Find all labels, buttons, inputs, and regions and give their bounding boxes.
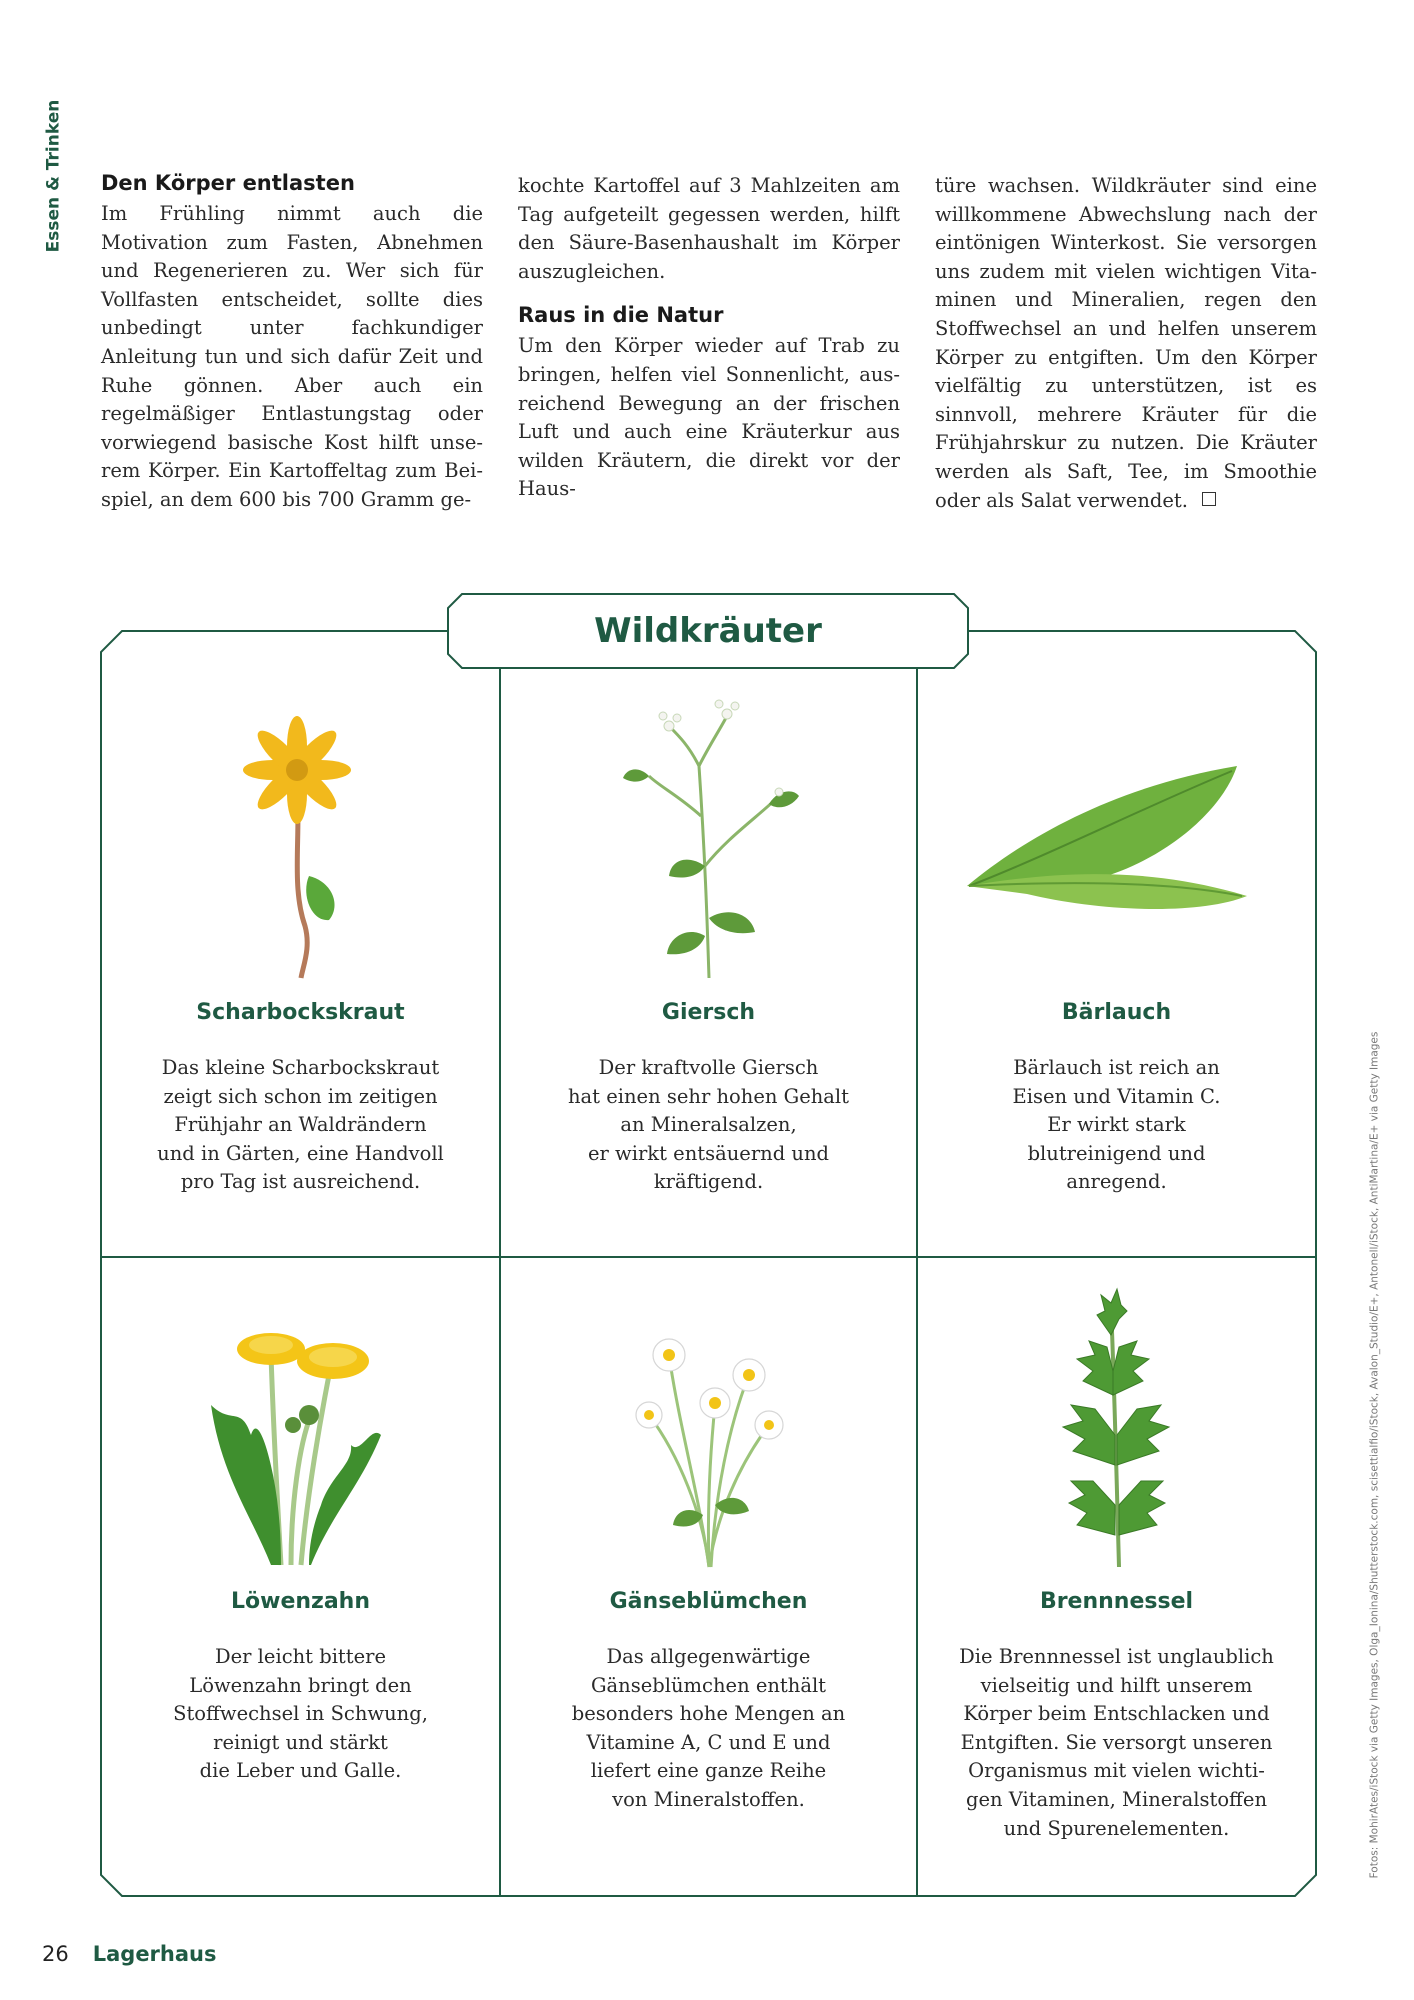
herb-description-line: Entgiften. Sie versorgt unseren: [960, 1730, 1273, 1754]
herb-description-line: Bärlauch ist reich an: [1013, 1056, 1220, 1079]
herb-description: [937, 1054, 1296, 1197]
page-number: 26: [42, 1942, 69, 1966]
herb-card-loewenzahn: [101, 1257, 500, 1896]
herb-description-line: die Leber und Galle.: [199, 1759, 402, 1783]
herb-description-line: besonders hohe Mengen an: [571, 1702, 846, 1726]
paragraph-col1: Im Frühling nimmt auch die Motivation zum Fasten, Abnehmen und Regenerieren zu. Wer sich für Vollfasten entscheidet, sollte dies unbedingt unter fachkundiger Anleitung tun und sich dafür Zeit und Ruhe gönnen. Aber auch ein regelmäßiger Entlastungstag oder vorwiegend basische Kost hilft unserem Körper. Ein Kartoffeltag zum Beispiel, an dem 600 bis 700 Gramm ge-: [101, 202, 483, 511]
photo-credit: Fotos: MohirAtes/iStock via Getty Images, Olga_Ionina/Shutterstock.com, scisettialfio/iStock, Avalon_Studio/E+, Antonell/iStock, AntiMartina/E+ via Getty Images: [1368, 1031, 1380, 1879]
article-column-1: [101, 168, 483, 515]
herb-description-line: Organismus mit vielen wichti-: [968, 1759, 1265, 1783]
dandelion-image: [101, 1275, 500, 1571]
paragraph-col2b: Um den Körper wieder auf Trab zu bringen, helfen viel Sonnenlicht, ausreichend Bewegung an der frischen Luft und auch eine Kräuterkur aus wilden Kräutern, die direkt vor der Haus-: [518, 334, 900, 501]
herb-description-line: und Spurenelementen.: [1003, 1816, 1230, 1840]
herb-description: [937, 1643, 1296, 1843]
herb-description-line: Eisen und Vitamin C.: [1012, 1084, 1221, 1108]
paragraph-col2: kochte Kartoffel auf 3 Mahlzeiten am Tag aufgeteilt gegessen werden, hilft den Säure-Basenhaushalt im Körper auszugleichen.: [518, 174, 900, 283]
herb-name: Bärlauch: [1061, 1000, 1172, 1025]
herb-description: [121, 1054, 480, 1197]
herb-description-line: Körper beim Entschlacken und: [963, 1702, 1270, 1726]
herb-name: Löwenzahn: [230, 1589, 370, 1614]
herb-description: [520, 1054, 897, 1197]
herb-description-line: kräftigend.: [653, 1170, 764, 1194]
herb-name: Brennnessel: [1039, 1589, 1194, 1614]
article-end-mark: [1202, 492, 1216, 506]
herb-description-line: hat einen sehr hohen Gehalt: [567, 1084, 849, 1108]
box-title: Wildkräuter: [594, 611, 822, 651]
herb-name: Scharbockskraut: [196, 1000, 405, 1025]
herb-card-gaensebluemchen: [500, 1257, 917, 1896]
herb-description-line: und in Gärten, eine Handvoll: [157, 1141, 444, 1165]
herb-description-line: anregend.: [1066, 1170, 1167, 1194]
herb-card-giersch: [500, 668, 917, 1257]
paragraph-col3: türe wachsen. Wildkräuter sind eine willkommene Abwechslung nach der eintönigen Winterkost. Sie versorgen uns zudem mit vielen wichtigen Vitaminen und Mineralien, regen den Stoffwechsel an und helfen unserem Körper zu entgiften. Um den Körper vielfältig zu unterstützen, ist es sinnvoll, mehrere Kräuter für die Frühjahrskur zu nutzen. Die Kräuter werden als Saft, Tee, im Smoothie oder als Salat verwendet.: [935, 174, 1317, 512]
herb-card-brennnessel: [917, 1257, 1316, 1896]
herb-description-line: zeigt sich schon im zeitigen: [163, 1084, 438, 1108]
herb-description-line: Er wirkt stark: [1047, 1113, 1186, 1137]
article-column-2: [518, 172, 900, 504]
herb-description-line: gen Vitaminen, Mineralstoffen: [965, 1787, 1268, 1811]
herb-card-scharbockskraut: [101, 668, 500, 1257]
herb-card-baerlauch: [917, 668, 1316, 1257]
magazine-brand: Lagerhaus: [92, 1942, 217, 1966]
herb-description-line: Der leicht bittere: [214, 1645, 386, 1668]
herb-description-line: Der kraftvolle Giersch: [598, 1056, 819, 1079]
daisy-image: [500, 1275, 917, 1571]
herb-description-line: Löwenzahn bringt den: [189, 1673, 412, 1697]
herb-description-line: blutreinigend und: [1027, 1141, 1206, 1165]
herb-description-line: Gänseblümchen enthält: [590, 1673, 827, 1697]
herb-description: [121, 1643, 480, 1786]
herb-description-line: Die Brennnessel ist unglaublich: [959, 1645, 1274, 1668]
article-column-3: [935, 172, 1317, 515]
herb-description-line: er wirkt entsäuernd und: [588, 1141, 829, 1165]
wild-garlic-image: [917, 686, 1316, 982]
herb-description-line: reinigt und stärkt: [213, 1730, 388, 1754]
stinging-nettle-image: [917, 1275, 1316, 1571]
herb-description-line: liefert eine ganze Reihe: [590, 1759, 827, 1783]
herb-description-line: Vitamine A, C und E und: [586, 1730, 831, 1754]
herb-description-line: pro Tag ist ausreichend.: [180, 1170, 421, 1194]
herb-description-line: Stoffwechsel in Schwung,: [173, 1702, 428, 1726]
page-footer: [42, 1942, 217, 1966]
herb-name: Gänseblümchen: [609, 1589, 808, 1614]
heading-raus-in-die-natur: Raus in die Natur: [518, 303, 724, 328]
herb-description-line: Das allgegenwärtige: [606, 1645, 811, 1668]
ground-elder-image: [500, 686, 917, 982]
lesser-celandine-image: [101, 686, 500, 982]
herb-description-line: Das kleine Scharbockskraut: [161, 1056, 440, 1079]
herb-description-line: von Mineralstoffen.: [612, 1787, 805, 1811]
herb-description-line: an Mineralsalzen,: [620, 1113, 797, 1137]
section-label: Essen & Trinken: [43, 99, 64, 253]
herb-name: Giersch: [661, 1000, 756, 1025]
herb-description-line: vielseitig und hilft unserem: [980, 1673, 1253, 1697]
herb-description-line: Frühjahr an Waldrändern: [174, 1113, 427, 1137]
herb-description: [520, 1643, 897, 1815]
heading-den-koerper-entlasten: Den Körper entlasten: [101, 171, 355, 195]
